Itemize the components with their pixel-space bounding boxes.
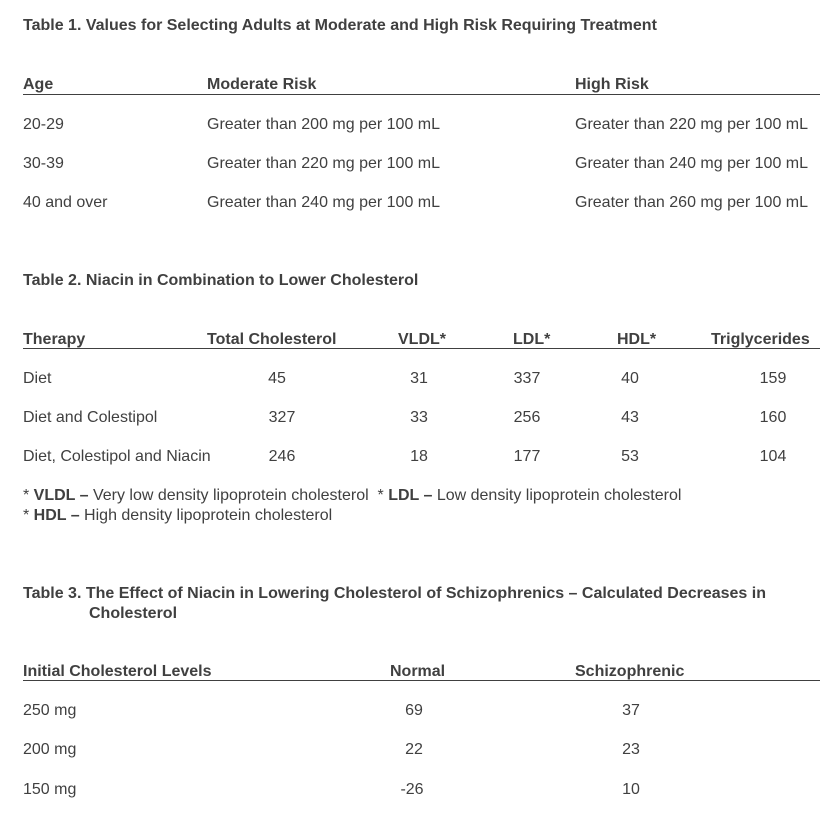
table3-title-line1: Table 3. The Effect of Niacin in Lowering Cholesterol of Schizophrenics – Calculated Decreases in <box>23 585 766 602</box>
table2-cell: 159 <box>759 370 787 387</box>
table1-cell: Greater than 220 mg per 100 mL <box>207 155 441 172</box>
table2-header-therapy: Therapy <box>23 331 86 348</box>
table3-cell: 37 <box>622 702 640 719</box>
table2-header-vldl: VLDL* <box>398 331 446 348</box>
table2-cell: Diet <box>23 370 52 387</box>
table2-title: Table 2. Niacin in Combination to Lower Cholesterol <box>23 272 419 289</box>
footnote-hdl-prefix: * <box>23 507 34 524</box>
table3-title-line2: Cholesterol <box>89 605 178 622</box>
table2-cell: 45 <box>268 370 286 387</box>
table3-header-initial: Initial Cholesterol Levels <box>23 663 212 680</box>
table1-header-age: Age <box>23 76 54 93</box>
table1-cell: Greater than 200 mg per 100 mL <box>207 116 441 133</box>
table2-cell: Diet, Colestipol and Niacin <box>23 448 211 465</box>
table2-cell: 18 <box>410 448 428 465</box>
table1-cell: Greater than 220 mg per 100 mL <box>575 116 809 133</box>
footnote-vldl-term: VLDL – <box>33 487 89 504</box>
footnote-vldl-ldl <box>23 488 681 504</box>
table2-cell: 33 <box>410 409 428 426</box>
table3-header-schizophrenic: Schizophrenic <box>575 663 685 680</box>
table2-cell: 40 <box>621 370 639 387</box>
table2-cell: 43 <box>621 409 639 426</box>
table2-cell: 256 <box>513 409 541 426</box>
table1-cell: Greater than 260 mg per 100 mL <box>575 194 809 211</box>
footnote-hdl-term: HDL – <box>33 507 80 524</box>
table2-cell: 337 <box>513 370 541 387</box>
table2-cell: Diet and Colestipol <box>23 409 158 426</box>
table2-header-triglycerides: Triglycerides <box>711 331 810 348</box>
table3-header-rule <box>23 680 820 681</box>
table3-cell: 22 <box>405 741 423 758</box>
table3-cell: 200 mg <box>23 741 77 758</box>
table1-title: Table 1. Values for Selecting Adults at Moderate and High Risk Requiring Treatment <box>23 17 657 34</box>
table3-cell: -26 <box>400 781 424 798</box>
table1-header-moderate: Moderate Risk <box>207 76 317 93</box>
table2-header-hdl: HDL* <box>617 331 657 348</box>
footnote-hdl <box>23 508 332 524</box>
table2-header-rule <box>23 348 820 349</box>
table2-cell: 53 <box>621 448 639 465</box>
table1-header-high: High Risk <box>575 76 649 93</box>
table3-cell: 10 <box>622 781 640 798</box>
table2-cell: 31 <box>410 370 428 387</box>
footnote-ldl-term: LDL – <box>388 487 433 504</box>
table2-header-ldl: LDL* <box>513 331 551 348</box>
footnote-ldl-def: Low density lipoprotein cholesterol <box>432 487 682 504</box>
table3-cell: 150 mg <box>23 781 77 798</box>
table3-cell: 69 <box>405 702 423 719</box>
table1-cell: 30-39 <box>23 155 64 172</box>
footnote-vldl-def: Very low density lipoprotein cholesterol <box>88 487 369 504</box>
table1-header-rule <box>23 94 820 95</box>
table3-cell: 250 mg <box>23 702 77 719</box>
table3-header-normal: Normal <box>390 663 446 680</box>
table2-header-total: Total Cholesterol <box>207 331 337 348</box>
table1-cell: Greater than 240 mg per 100 mL <box>207 194 441 211</box>
table2-cell: 177 <box>513 448 541 465</box>
table3-cell: 23 <box>622 741 640 758</box>
footnote-ldl-prefix: * <box>377 487 389 504</box>
table1-cell: Greater than 240 mg per 100 mL <box>575 155 809 172</box>
table1-cell: 40 and over <box>23 194 108 211</box>
table1-cell: 20-29 <box>23 116 64 133</box>
table2-cell: 246 <box>268 448 296 465</box>
footnote-hdl-def: High density lipoprotein cholesterol <box>79 507 333 524</box>
table2-cell: 327 <box>268 409 296 426</box>
table2-cell: 104 <box>759 448 787 465</box>
table2-cell: 160 <box>759 409 787 426</box>
footnote-vldl-prefix: * <box>23 487 34 504</box>
